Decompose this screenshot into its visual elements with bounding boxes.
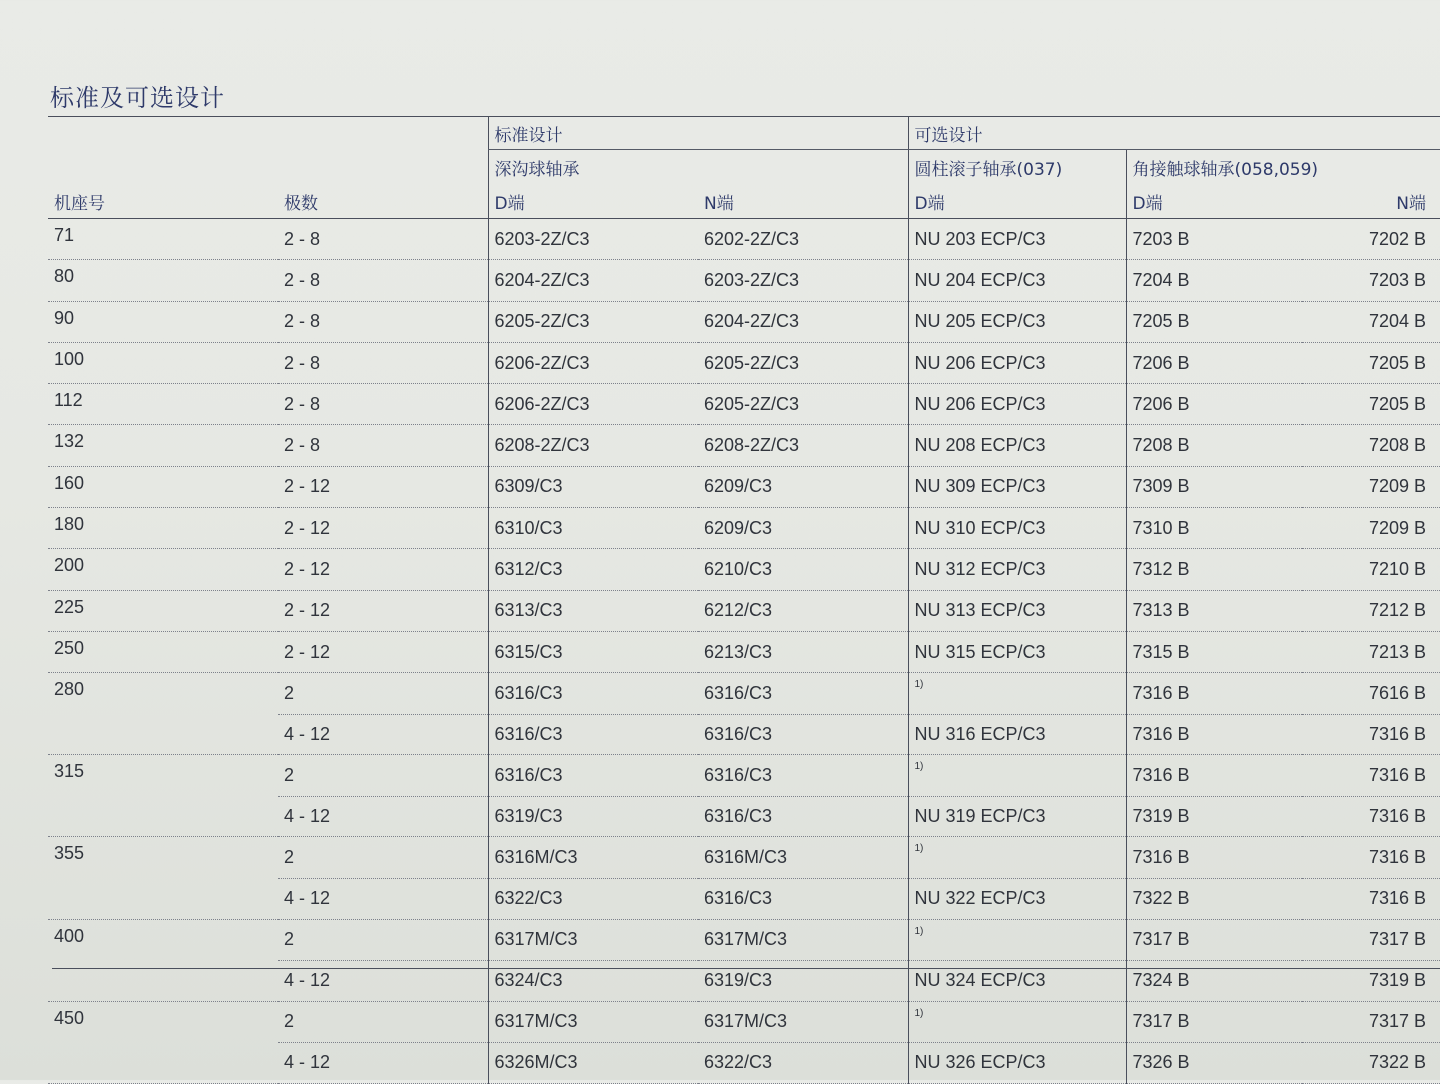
cell-std-n-end: 6317M/C3 — [698, 919, 908, 960]
cell-std-n-end: 6209/C3 — [698, 508, 908, 549]
cell-frame-size: 400 — [54, 925, 85, 946]
cell-poles: 2 - 12 — [278, 508, 488, 549]
cell-std-n-end: 6316M/C3 — [698, 837, 908, 878]
table-row — [48, 260, 1440, 301]
cell-angular-n-end: 7203 B — [1302, 260, 1440, 301]
cell-frame-size: 315 — [54, 761, 85, 782]
cell-poles: 2 - 8 — [278, 425, 488, 466]
header-empty — [278, 117, 488, 150]
cell-poles: 2 — [278, 673, 488, 714]
cell-std-n-end: 6319/C3 — [698, 960, 908, 1001]
table-row — [48, 1042, 1440, 1083]
cell-std-d-end: 6317M/C3 — [488, 1001, 698, 1042]
table-body — [48, 219, 1440, 1084]
cell-roller-d-end: NU 205 ECP/C3 — [908, 301, 1126, 342]
cell-angular-d-end: 7313 B — [1126, 590, 1302, 631]
header-roller-d-end: D端 — [908, 184, 1126, 219]
cell-roller-d-end: NU 203 ECP/C3 — [908, 219, 1126, 260]
cell-std-d-end: 6203-2Z/C3 — [488, 219, 698, 260]
cell-std-d-end: 6319/C3 — [488, 796, 698, 837]
cell-angular-d-end: 7312 B — [1126, 549, 1302, 590]
cell-poles: 2 — [278, 919, 488, 960]
cell-angular-n-end: 7316 B — [1302, 837, 1440, 878]
cell-std-n-end: 6316/C3 — [698, 673, 908, 714]
cell-angular-n-end: 7316 B — [1302, 796, 1440, 837]
cell-std-n-end: 6316/C3 — [698, 714, 908, 755]
cell-poles: 2 - 12 — [278, 631, 488, 672]
cell-frame-size: 112 — [48, 384, 278, 425]
cell-std-d-end: 6317M/C3 — [488, 919, 698, 960]
cell-frame-size — [48, 714, 278, 755]
cell-poles: 4 - 12 — [278, 796, 488, 837]
cell-std-d-end: 6204-2Z/C3 — [488, 260, 698, 301]
cell-angular-n-end: 7209 B — [1302, 466, 1440, 507]
table-row — [48, 219, 1440, 260]
cell-std-d-end: 6309/C3 — [488, 466, 698, 507]
cell-std-n-end: 6205-2Z/C3 — [698, 384, 908, 425]
cell-frame-size: 71 — [48, 219, 278, 260]
cell-std-n-end: 6203-2Z/C3 — [698, 260, 908, 301]
cell-std-n-end: 6210/C3 — [698, 549, 908, 590]
cell-std-n-end: 6316/C3 — [698, 878, 908, 919]
cell-angular-n-end: 7208 B — [1302, 425, 1440, 466]
cell-angular-d-end: 7309 B — [1126, 466, 1302, 507]
cell-angular-d-end: 7316 B — [1126, 714, 1302, 755]
header-angular-n-end: N端 — [1302, 184, 1440, 219]
cell-angular-n-end: 7202 B — [1302, 219, 1440, 260]
cell-frame-size: 160 — [48, 466, 278, 507]
cell-angular-n-end: 7316 B — [1302, 714, 1440, 755]
cell-roller-d-end: NU 322 ECP/C3 — [908, 878, 1126, 919]
cell-poles: 2 - 12 — [278, 590, 488, 631]
cell-std-d-end: 6312/C3 — [488, 549, 698, 590]
cell-roller-d-end: NU 324 ECP/C3 — [908, 960, 1126, 1001]
cell-std-d-end: 6316M/C3 — [488, 837, 698, 878]
cell-angular-d-end: 7208 B — [1126, 425, 1302, 466]
cell-angular-d-end: 7316 B — [1126, 837, 1302, 878]
table-row — [48, 590, 1440, 631]
cell-roller-d-end: NU 319 ECP/C3 — [908, 796, 1126, 837]
cell-roller-d-end: 1) — [908, 673, 1126, 714]
table-row — [48, 342, 1440, 383]
cell-frame-size: 180 — [48, 508, 278, 549]
cell-std-d-end: 6324/C3 — [488, 960, 698, 1001]
table-row — [48, 301, 1440, 342]
cell-roller-d-end: NU 208 ECP/C3 — [908, 425, 1126, 466]
header-empty — [278, 150, 488, 185]
cell-roller-d-end: 1) — [908, 837, 1126, 878]
cell-poles: 2 — [278, 837, 488, 878]
header-angular-d-end: D端 — [1126, 184, 1302, 219]
table-row — [48, 755, 1440, 796]
cell-std-n-end: 6204-2Z/C3 — [698, 301, 908, 342]
cell-std-d-end: 6316/C3 — [488, 714, 698, 755]
cell-roller-d-end: NU 316 ECP/C3 — [908, 714, 1126, 755]
cell-angular-d-end: 7319 B — [1126, 796, 1302, 837]
table-row — [48, 508, 1440, 549]
cell-angular-d-end: 7206 B — [1126, 384, 1302, 425]
cell-angular-d-end: 7205 B — [1126, 301, 1302, 342]
table-row — [48, 1001, 1440, 1042]
cell-std-n-end: 6322/C3 — [698, 1042, 908, 1083]
cell-std-d-end: 6208-2Z/C3 — [488, 425, 698, 466]
header-standard-design: 标准设计 — [488, 117, 908, 150]
cell-frame-size: 132 — [48, 425, 278, 466]
cell-poles: 4 - 12 — [278, 878, 488, 919]
cell-angular-n-end: 7205 B — [1302, 342, 1440, 383]
cell-std-n-end: 6205-2Z/C3 — [698, 342, 908, 383]
cell-roller-d-end: 1) — [908, 755, 1126, 796]
cell-poles: 4 - 12 — [278, 960, 488, 1001]
cell-roller-d-end: NU 312 ECP/C3 — [908, 549, 1126, 590]
cell-roller-d-end: 1) — [908, 919, 1126, 960]
cell-roller-d-end: NU 206 ECP/C3 — [908, 384, 1126, 425]
cell-angular-n-end: 7316 B — [1302, 755, 1440, 796]
cell-roller-d-end: NU 313 ECP/C3 — [908, 590, 1126, 631]
cell-roller-d-end: NU 309 ECP/C3 — [908, 466, 1126, 507]
table-row — [48, 631, 1440, 672]
cell-angular-d-end: 7317 B — [1126, 1001, 1302, 1042]
cell-angular-d-end: 7317 B — [1126, 919, 1302, 960]
cell-angular-d-end: 7324 B — [1126, 960, 1302, 1001]
table-row — [48, 549, 1440, 590]
cell-std-n-end: 6208-2Z/C3 — [698, 425, 908, 466]
cell-angular-n-end: 7316 B — [1302, 878, 1440, 919]
table-row — [48, 673, 1440, 714]
cell-roller-d-end: 1) — [908, 1001, 1126, 1042]
bottom-divider — [52, 968, 1440, 969]
cell-poles: 2 - 8 — [278, 301, 488, 342]
cell-frame-size: 80 — [48, 260, 278, 301]
cell-poles: 2 - 12 — [278, 549, 488, 590]
cell-frame-size: 450 — [54, 1007, 85, 1028]
cell-frame-size — [48, 796, 278, 837]
header-empty — [48, 150, 278, 185]
cell-poles: 2 - 8 — [278, 219, 488, 260]
table-row — [48, 919, 1440, 960]
cell-std-d-end: 6316/C3 — [488, 755, 698, 796]
cell-std-n-end: 6212/C3 — [698, 590, 908, 631]
cell-angular-d-end: 7310 B — [1126, 508, 1302, 549]
cell-angular-d-end: 7204 B — [1126, 260, 1302, 301]
cell-angular-n-end: 7205 B — [1302, 384, 1440, 425]
cell-frame-size: 225 — [48, 590, 278, 631]
cell-std-n-end: 6316/C3 — [698, 796, 908, 837]
cell-angular-n-end: 7209 B — [1302, 508, 1440, 549]
cell-angular-d-end: 7203 B — [1126, 219, 1302, 260]
table-row — [48, 714, 1440, 755]
cell-frame-size — [48, 1042, 278, 1083]
header-poles: 极数 — [278, 184, 488, 219]
page-title: 标准及可选设计 — [50, 84, 225, 112]
table-row — [48, 960, 1440, 1001]
cell-angular-n-end: 7319 B — [1302, 960, 1440, 1001]
cell-std-n-end: 6202-2Z/C3 — [698, 219, 908, 260]
header-empty — [48, 117, 278, 150]
header-std-n-end: N端 — [698, 184, 908, 219]
cell-angular-d-end: 7206 B — [1126, 342, 1302, 383]
cell-frame-size — [48, 960, 278, 1001]
cell-std-n-end: 6209/C3 — [698, 466, 908, 507]
cell-roller-d-end: NU 206 ECP/C3 — [908, 342, 1126, 383]
cell-angular-d-end: 7316 B — [1126, 755, 1302, 796]
header-angular-contact-ball-bearing: 角接触球轴承(058,059) — [1126, 150, 1440, 185]
table-row — [48, 466, 1440, 507]
table-row — [48, 837, 1440, 878]
header-optional-design: 可选设计 — [908, 117, 1440, 150]
cell-angular-n-end: 7204 B — [1302, 301, 1440, 342]
cell-std-d-end: 6313/C3 — [488, 590, 698, 631]
cell-poles: 2 — [278, 1001, 488, 1042]
header-deep-groove-ball-bearing: 深沟球轴承 — [488, 150, 908, 185]
cell-poles: 4 - 12 — [278, 714, 488, 755]
cell-frame-size: 100 — [48, 342, 278, 383]
cell-std-d-end: 6310/C3 — [488, 508, 698, 549]
cell-angular-d-end: 7316 B — [1126, 673, 1302, 714]
cell-angular-n-end: 7213 B — [1302, 631, 1440, 672]
bearing-spec-table — [48, 117, 1440, 1084]
cell-frame-size: 200 — [48, 549, 278, 590]
table-row — [48, 384, 1440, 425]
cell-std-d-end: 6206-2Z/C3 — [488, 342, 698, 383]
cell-std-d-end: 6322/C3 — [488, 878, 698, 919]
cell-frame-size: 250 — [48, 631, 278, 672]
cell-poles: 2 - 12 — [278, 466, 488, 507]
header-std-d-end: D端 — [488, 184, 698, 219]
cell-poles: 2 — [278, 755, 488, 796]
header-frame-size: 机座号 — [48, 184, 278, 219]
cell-angular-n-end: 7322 B — [1302, 1042, 1440, 1083]
cell-std-d-end: 6315/C3 — [488, 631, 698, 672]
cell-angular-d-end: 7322 B — [1126, 878, 1302, 919]
cell-angular-n-end: 7212 B — [1302, 590, 1440, 631]
cell-angular-n-end: 7210 B — [1302, 549, 1440, 590]
cell-frame-size: 90 — [48, 301, 278, 342]
table-row — [48, 425, 1440, 466]
cell-roller-d-end: NU 204 ECP/C3 — [908, 260, 1126, 301]
cell-poles: 2 - 8 — [278, 342, 488, 383]
table-row — [48, 796, 1440, 837]
cell-std-d-end: 6326M/C3 — [488, 1042, 698, 1083]
cell-std-n-end: 6213/C3 — [698, 631, 908, 672]
header-cylindrical-roller-bearing: 圆柱滚子轴承(037) — [908, 150, 1126, 185]
cell-std-n-end: 6317M/C3 — [698, 1001, 908, 1042]
cell-poles: 2 - 8 — [278, 260, 488, 301]
cell-frame-size: 280 — [54, 679, 85, 700]
cell-angular-n-end: 7317 B — [1302, 919, 1440, 960]
cell-roller-d-end: NU 326 ECP/C3 — [908, 1042, 1126, 1083]
cell-std-n-end: 6316/C3 — [698, 755, 908, 796]
cell-roller-d-end: NU 315 ECP/C3 — [908, 631, 1126, 672]
cell-poles: 2 - 8 — [278, 384, 488, 425]
cell-std-d-end: 6206-2Z/C3 — [488, 384, 698, 425]
cell-std-d-end: 6205-2Z/C3 — [488, 301, 698, 342]
cell-std-d-end: 6316/C3 — [488, 673, 698, 714]
cell-angular-d-end: 7326 B — [1126, 1042, 1302, 1083]
cell-frame-size — [48, 878, 278, 919]
cell-frame-size: 355 — [54, 843, 85, 864]
cell-angular-n-end: 7616 B — [1302, 673, 1440, 714]
cell-roller-d-end: NU 310 ECP/C3 — [908, 508, 1126, 549]
cell-angular-d-end: 7315 B — [1126, 631, 1302, 672]
table-row — [48, 878, 1440, 919]
cell-poles: 4 - 12 — [278, 1042, 488, 1083]
cell-angular-n-end: 7317 B — [1302, 1001, 1440, 1042]
